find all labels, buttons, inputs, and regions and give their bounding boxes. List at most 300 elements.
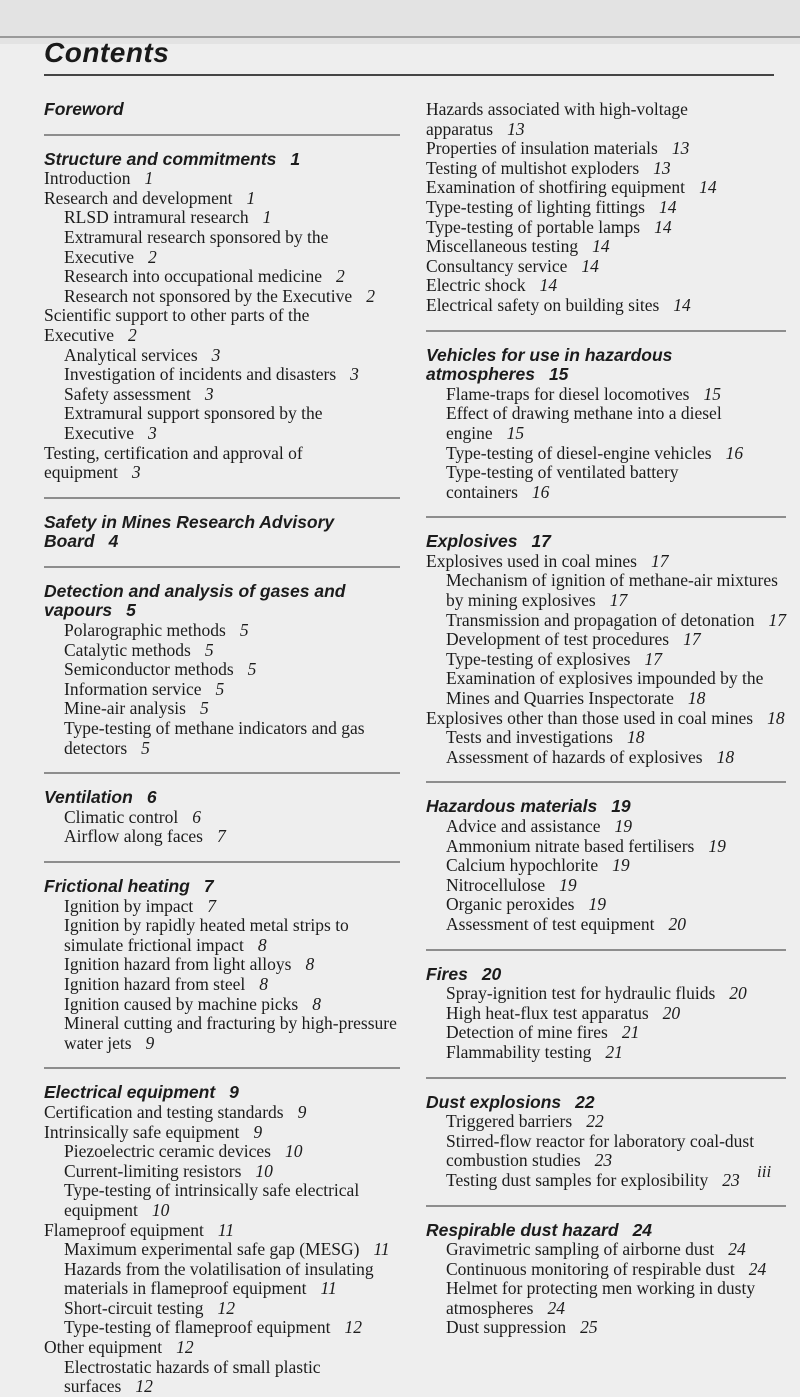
toc-entry-text: Type-testing of intrinsically safe electrical equipment xyxy=(64,1180,360,1220)
page-reference: 16 xyxy=(531,481,550,502)
toc-entry xyxy=(426,856,786,876)
section-heading-text: Vehicles for use in hazardous atmospheres xyxy=(426,344,673,385)
toc-entry-text: Airflow along faces xyxy=(64,826,203,847)
page-reference: 8 xyxy=(259,973,269,994)
section-divider xyxy=(426,949,786,951)
page-reference: 19 xyxy=(588,894,606,915)
page-reference: 19 xyxy=(614,816,633,836)
page-reference: 13 xyxy=(653,157,671,178)
toc-entry xyxy=(426,817,786,837)
page-reference: 8 xyxy=(257,934,267,955)
page-number: iii xyxy=(757,1162,772,1181)
page-reference: 19 xyxy=(611,796,631,817)
toc-entry-text: Examination of shotfiring equipment xyxy=(426,177,686,198)
page-reference: 8 xyxy=(305,954,315,975)
toc-entry-text: High heat-flux test apparatus xyxy=(446,1002,649,1023)
section-heading-text: Detection and analysis of gases and vapours xyxy=(44,580,346,621)
section-heading-text: Fires xyxy=(426,963,468,984)
toc-entry xyxy=(426,650,786,670)
page-reference: 3 xyxy=(204,383,214,404)
toc-entry xyxy=(426,611,786,631)
section-divider xyxy=(44,772,400,774)
page-reference: 7 xyxy=(207,895,217,916)
toc-entry xyxy=(426,1132,786,1171)
toc-entry-text: RLSD intramural research xyxy=(64,207,249,228)
section-heading xyxy=(44,513,400,552)
page-reference: 12 xyxy=(176,1337,194,1358)
page-reference: 5 xyxy=(141,737,150,758)
toc-entry-text: Semiconductor methods xyxy=(64,659,234,680)
page-reference: 18 xyxy=(716,746,735,767)
toc-entry xyxy=(426,296,786,316)
page-reference: 10 xyxy=(255,1160,273,1181)
section-heading xyxy=(426,965,786,985)
page-reference: 17 xyxy=(768,609,786,630)
toc-entry xyxy=(426,1260,786,1280)
page-reference: 10 xyxy=(151,1199,170,1220)
toc-entry xyxy=(426,444,786,464)
page-reference: 17 xyxy=(531,531,551,552)
section-heading-text: Explosives xyxy=(426,531,518,552)
section-heading xyxy=(44,582,400,621)
toc-entry xyxy=(44,208,400,228)
toc-section xyxy=(426,1093,786,1191)
toc-entry-text: Testing, certification and approval of equipment xyxy=(44,442,303,483)
section-heading-text: Hazardous materials xyxy=(426,796,598,817)
toc-entry-text: Calcium hypochlorite xyxy=(446,855,599,876)
toc-entry xyxy=(44,1123,400,1143)
toc-entry-text: Examination of explosives impounded by the Mines and Quarries Inspectorate xyxy=(446,668,764,709)
toc-entry-text: Gravimetric sampling of airborne dust xyxy=(446,1239,715,1260)
section-divider xyxy=(44,134,400,136)
page-reference: 13 xyxy=(671,138,690,159)
toc-entry-text: Assessment of test equipment xyxy=(446,913,655,934)
page-reference: 12 xyxy=(217,1297,235,1318)
section-heading-text: Frictional heating xyxy=(44,876,190,896)
toc-entry xyxy=(44,975,400,995)
toc-section xyxy=(44,877,400,1053)
toc-entry-text: Intrinsically safe equipment xyxy=(44,1121,240,1142)
section-heading-text: Respirable dust hazard xyxy=(426,1219,619,1240)
toc-entry xyxy=(426,552,786,572)
toc-entry xyxy=(44,660,400,680)
toc-entry-text: Analytical services xyxy=(64,344,198,365)
toc-entry-text: Ignition caused by machine picks xyxy=(64,993,299,1014)
toc-section xyxy=(426,100,786,316)
toc-entry xyxy=(426,100,786,139)
toc-entry xyxy=(44,680,400,700)
toc-entry xyxy=(44,641,400,661)
page-reference: 23 xyxy=(722,1169,740,1190)
page-reference: 15 xyxy=(703,383,721,404)
toc-entry xyxy=(44,1014,400,1053)
page-reference: 19 xyxy=(612,855,630,876)
page-reference: 9 xyxy=(229,1082,239,1103)
page-reference: 5 xyxy=(126,600,136,621)
page-reference: 23 xyxy=(594,1150,613,1171)
toc-entry-text: Development of test procedures xyxy=(446,629,670,650)
toc-entry-text: Testing of multishot exploders xyxy=(426,157,640,178)
toc-entry-text: Mineral cutting and fracturing by high-pressure water jets xyxy=(64,1013,397,1053)
page-reference: 14 xyxy=(539,275,558,296)
toc-entry xyxy=(426,276,786,296)
toc-entry xyxy=(426,571,786,610)
toc-entry xyxy=(44,1103,400,1123)
toc-entry-text: Type-testing of explosives xyxy=(446,648,631,669)
toc-section xyxy=(426,797,786,934)
toc-entry xyxy=(426,876,786,896)
section-heading xyxy=(426,1221,786,1241)
page-reference: 21 xyxy=(621,1022,640,1043)
toc-entry-text: Other equipment xyxy=(44,1337,163,1358)
toc-entry-text: Flameproof equipment xyxy=(44,1219,204,1240)
toc-entry-text: Safety assessment xyxy=(64,383,191,404)
toc-entry xyxy=(426,984,786,1004)
toc-entry xyxy=(44,346,400,366)
toc-entry xyxy=(426,1023,786,1043)
toc-entry-text: Organic peroxides xyxy=(446,894,575,915)
page-reference: 14 xyxy=(592,236,610,257)
toc-entry xyxy=(44,699,400,719)
toc-entry xyxy=(44,404,400,443)
toc-entry-text: Tests and investigations xyxy=(446,727,613,748)
toc-entry xyxy=(44,1142,400,1162)
page-reference: 24 xyxy=(632,1219,653,1240)
page-reference: 11 xyxy=(320,1278,337,1299)
toc-entry-text: Introduction xyxy=(44,168,131,189)
section-heading xyxy=(44,877,400,897)
toc-entry-text: Current-limiting resistors xyxy=(64,1160,242,1181)
toc-entry-text: Continuous monitoring of respirable dust xyxy=(446,1258,735,1279)
page-reference: 5 xyxy=(199,698,209,719)
page-reference: 5 xyxy=(239,620,249,641)
toc-entry xyxy=(44,385,400,405)
toc-section xyxy=(44,582,400,758)
page-title: Contents xyxy=(44,37,170,68)
page-reference: 2 xyxy=(147,246,157,267)
page-reference: 20 xyxy=(662,1002,681,1023)
toc-entry-text: Triggered barriers xyxy=(446,1111,573,1132)
page-reference: 5 xyxy=(215,678,225,699)
page-reference: 2 xyxy=(366,285,375,306)
toc-entry xyxy=(44,995,400,1015)
toc-entry-text: Ignition hazard from light alloys xyxy=(64,954,292,975)
toc-entry-text: Ignition by impact xyxy=(64,895,194,916)
page-reference: 17 xyxy=(644,648,662,669)
page-reference: 8 xyxy=(312,993,321,1014)
toc-entry xyxy=(44,444,400,483)
page-reference: 22 xyxy=(586,1111,604,1132)
section-heading xyxy=(44,1083,400,1103)
page-reference: 7 xyxy=(203,876,214,896)
section-divider xyxy=(426,1077,786,1079)
toc-entry-text: Nitrocellulose xyxy=(446,874,546,895)
section-heading-text: Structure and commitments xyxy=(44,148,277,169)
toc-entry xyxy=(426,1004,786,1024)
toc-section xyxy=(44,100,400,120)
toc-entry xyxy=(426,630,786,650)
toc-entry xyxy=(426,709,786,729)
section-heading xyxy=(44,100,400,120)
page-reference: 1 xyxy=(144,168,154,189)
toc-entry-text: Ammonium nitrate based fertilisers xyxy=(446,835,695,856)
page-reference: 12 xyxy=(135,1376,153,1397)
toc-entry-text: Properties of insulation materials xyxy=(426,138,658,159)
page-reference: 24 xyxy=(728,1239,746,1260)
toc-entry-text: Flammability testing xyxy=(446,1041,592,1062)
toc-entry-text: Climatic control xyxy=(64,806,179,827)
page-reference: 9 xyxy=(145,1032,155,1053)
toc-section xyxy=(44,513,400,552)
toc-entry-text: Testing dust samples for explosibility xyxy=(446,1169,709,1190)
toc-entry xyxy=(44,306,400,345)
section-heading xyxy=(426,346,786,385)
toc-entry xyxy=(426,915,786,935)
section-heading-text: Electrical equipment xyxy=(44,1082,216,1103)
toc-entry xyxy=(44,1338,400,1358)
section-divider xyxy=(426,330,786,332)
page-reference: 9 xyxy=(253,1121,263,1142)
page-reference: 5 xyxy=(204,639,214,660)
toc-entry xyxy=(44,287,400,307)
toc-entry xyxy=(426,1171,786,1191)
page-reference: 19 xyxy=(708,835,726,856)
toc-entry-text: Research and development xyxy=(44,187,233,208)
toc-entry-text: Extramural support sponsored by the Executive xyxy=(64,403,323,443)
toc-entry-text: Ignition by rapidly heated metal strips to simulate frictional impact xyxy=(64,915,349,955)
toc-entry-text: Stirred-flow reactor for laboratory coal-dust combustion studies xyxy=(446,1130,755,1171)
page-reference: 3 xyxy=(131,462,141,483)
toc-section xyxy=(44,150,400,483)
title-rule xyxy=(44,74,774,76)
page-reference: 12 xyxy=(344,1317,363,1338)
toc-entry xyxy=(44,1318,400,1338)
toc-entry xyxy=(44,897,400,917)
toc-entry-text: Extramural research sponsored by the Executive xyxy=(64,226,329,267)
toc-section xyxy=(426,346,786,503)
toc-entry xyxy=(426,159,786,179)
toc-section xyxy=(44,788,400,847)
toc-entry-text: Catalytic methods xyxy=(64,639,191,660)
toc-entry xyxy=(426,218,786,238)
section-divider xyxy=(44,861,400,863)
toc-entry-text: Research not sponsored by the Executive xyxy=(64,285,353,306)
toc-entry-text: Hazards associated with high-voltage apparatus xyxy=(426,99,688,139)
toc-entry-text: Ignition hazard from steel xyxy=(64,973,246,994)
section-heading-text: Foreword xyxy=(44,99,124,119)
page-reference: 14 xyxy=(699,177,717,198)
toc-entry-text: Mine-air analysis xyxy=(64,698,186,719)
section-divider xyxy=(44,497,400,499)
toc-entry xyxy=(44,1260,400,1299)
toc-entry xyxy=(426,237,786,257)
toc-entry xyxy=(426,178,786,198)
section-divider xyxy=(426,781,786,783)
page-reference: 6 xyxy=(192,806,201,827)
page-reference: 11 xyxy=(217,1219,235,1240)
page-reference: 18 xyxy=(626,727,645,748)
page-reference: 19 xyxy=(559,874,577,895)
toc-entry-text: Short-circuit testing xyxy=(64,1297,204,1318)
toc-entry xyxy=(44,228,400,267)
page-reference: 20 xyxy=(481,963,502,984)
toc-entry xyxy=(426,1112,786,1132)
toc-entry-text: Miscellaneous testing xyxy=(426,236,579,257)
toc-entry xyxy=(426,748,786,768)
toc-entry xyxy=(426,1318,786,1338)
section-heading-text: Dust explosions xyxy=(426,1091,562,1112)
toc-entry xyxy=(426,728,786,748)
page-reference: 4 xyxy=(108,531,119,552)
toc-entry xyxy=(44,621,400,641)
section-divider xyxy=(44,1067,400,1069)
page-reference: 1 xyxy=(290,148,301,169)
page-reference: 18 xyxy=(767,707,785,728)
toc-entry xyxy=(44,1181,400,1220)
page-reference: 7 xyxy=(216,826,226,847)
toc-entry xyxy=(426,139,786,159)
page-reference: 10 xyxy=(284,1141,303,1162)
toc-entry-text: Electrostatic hazards of small plastic surfaces xyxy=(64,1356,321,1397)
toc-entry-text: Information service xyxy=(64,678,202,699)
toc-entry-text: Piezoelectric ceramic devices xyxy=(64,1141,271,1162)
toc-entry xyxy=(426,385,786,405)
page-reference: 6 xyxy=(146,787,157,808)
page-reference: 14 xyxy=(654,216,672,237)
toc-entry xyxy=(44,169,400,189)
toc-entry-text: Flame-traps for diesel locomotives xyxy=(446,383,690,404)
toc-section xyxy=(44,1083,400,1397)
toc-entry xyxy=(426,257,786,277)
toc-entry-text: Consultancy service xyxy=(426,255,568,276)
toc-entry xyxy=(44,365,400,385)
page-reference: 18 xyxy=(687,688,706,709)
toc-entry-text: Assessment of hazards of explosives xyxy=(446,746,703,767)
toc-entry xyxy=(426,198,786,218)
page-reference: 5 xyxy=(247,659,257,680)
toc-section xyxy=(426,965,786,1063)
section-heading-text: Ventilation xyxy=(44,787,133,808)
toc-entry xyxy=(426,463,786,502)
page-reference: 25 xyxy=(580,1317,598,1338)
toc-entry xyxy=(44,267,400,287)
toc-entry-text: Mechanism of ignition of methane-air mixtures by mining explosives xyxy=(446,570,778,611)
toc-entry xyxy=(426,1240,786,1260)
page-reference: 21 xyxy=(605,1041,623,1062)
toc-entry xyxy=(44,1221,400,1241)
page-reference: 20 xyxy=(729,983,747,1004)
section-divider xyxy=(426,516,786,518)
toc-entry-text: Investigation of incidents and disasters xyxy=(64,364,337,385)
toc-entry xyxy=(44,719,400,758)
page-reference: 13 xyxy=(507,118,525,139)
page-reference: 14 xyxy=(673,294,691,315)
right-column xyxy=(426,100,786,1338)
toc-entry-text: Electrical safety on building sites xyxy=(426,294,660,315)
toc-entry-text: Type-testing of lighting fittings xyxy=(426,196,645,217)
section-divider xyxy=(44,566,400,568)
section-divider xyxy=(426,1205,786,1207)
toc-entry xyxy=(44,1240,400,1260)
page-reference: 14 xyxy=(581,255,599,276)
toc-entry-text: Spray-ignition test for hydraulic fluids xyxy=(446,983,716,1004)
page-reference: 3 xyxy=(147,422,157,443)
toc-entry xyxy=(426,837,786,857)
toc-entry xyxy=(426,895,786,915)
section-heading xyxy=(44,788,400,808)
toc-entry xyxy=(44,1358,400,1397)
page-reference: 17 xyxy=(609,590,628,611)
toc-entry-text: Type-testing of methane indicators and gas detectors xyxy=(64,718,365,758)
toc-entry-text: Explosives other than those used in coal mines xyxy=(426,707,754,728)
toc-entry xyxy=(426,669,786,708)
page-reference: 3 xyxy=(211,344,221,365)
left-column xyxy=(44,100,400,1397)
page-reference: 15 xyxy=(506,422,525,443)
toc-entry xyxy=(44,808,400,828)
toc-entry xyxy=(44,827,400,847)
page-reference: 24 xyxy=(547,1297,565,1318)
page-reference: 9 xyxy=(297,1101,307,1122)
toc-entry-text: Detection of mine fires xyxy=(446,1022,608,1043)
toc-entry-text: Maximum experimental safe gap (MESG) xyxy=(64,1239,360,1260)
toc-entry-text: Type-testing of diesel-engine vehicles xyxy=(446,442,712,463)
section-heading xyxy=(426,532,786,552)
toc-entry xyxy=(44,1162,400,1182)
toc-entry-text: Certification and testing standards xyxy=(44,1101,284,1122)
page-reference: 14 xyxy=(658,196,677,217)
toc-entry xyxy=(426,1279,786,1318)
page-reference: 17 xyxy=(650,550,669,571)
section-heading xyxy=(426,797,786,817)
toc-entry-text: Electric shock xyxy=(426,275,526,296)
toc-entry-text: Advice and assistance xyxy=(446,816,601,836)
page-reference: 17 xyxy=(683,629,701,650)
page-reference: 1 xyxy=(262,207,272,228)
toc-entry-text: Type-testing of flameproof equipment xyxy=(64,1317,331,1338)
toc-entry xyxy=(44,955,400,975)
toc-entry xyxy=(44,916,400,955)
toc-entry-text: Helmet for protecting men working in dusty atmospheres xyxy=(446,1278,756,1318)
page-reference: 3 xyxy=(350,364,359,385)
page-reference: 22 xyxy=(575,1091,595,1112)
toc-entry xyxy=(44,1299,400,1319)
toc-entry xyxy=(44,189,400,209)
toc-entry-text: Research into occupational medicine xyxy=(64,266,323,287)
toc-entry-text: Hazards from the volatilisation of insulating materials in flameproof equipment xyxy=(64,1258,374,1299)
toc-entry xyxy=(426,404,786,443)
section-heading xyxy=(426,1093,786,1113)
toc-entry-text: Type-testing of ventilated battery containers xyxy=(446,462,679,502)
toc-entry-text: Type-testing of portable lamps xyxy=(426,216,641,237)
toc-entry-text: Effect of drawing methane into a diesel engine xyxy=(446,403,722,443)
page-reference: 2 xyxy=(127,324,137,345)
toc-entry-text: Explosives used in coal mines xyxy=(426,550,637,571)
toc-entry-text: Scientific support to other parts of the Executive xyxy=(44,305,310,345)
section-heading xyxy=(44,150,400,170)
section-heading-text: Safety in Mines Research Advisory Board xyxy=(44,511,335,552)
page-reference: 1 xyxy=(246,187,256,208)
page-reference: 16 xyxy=(725,442,744,463)
page-reference: 15 xyxy=(548,364,569,385)
toc-entry xyxy=(426,1043,786,1063)
toc-entry-text: Transmission and propagation of detonation xyxy=(446,609,755,630)
page-reference: 2 xyxy=(336,266,345,287)
toc-entry-text: Dust suppression xyxy=(446,1317,567,1338)
page-reference: 11 xyxy=(373,1239,390,1260)
toc-entry-text: Polarographic methods xyxy=(64,620,226,641)
toc-section xyxy=(426,1221,786,1339)
